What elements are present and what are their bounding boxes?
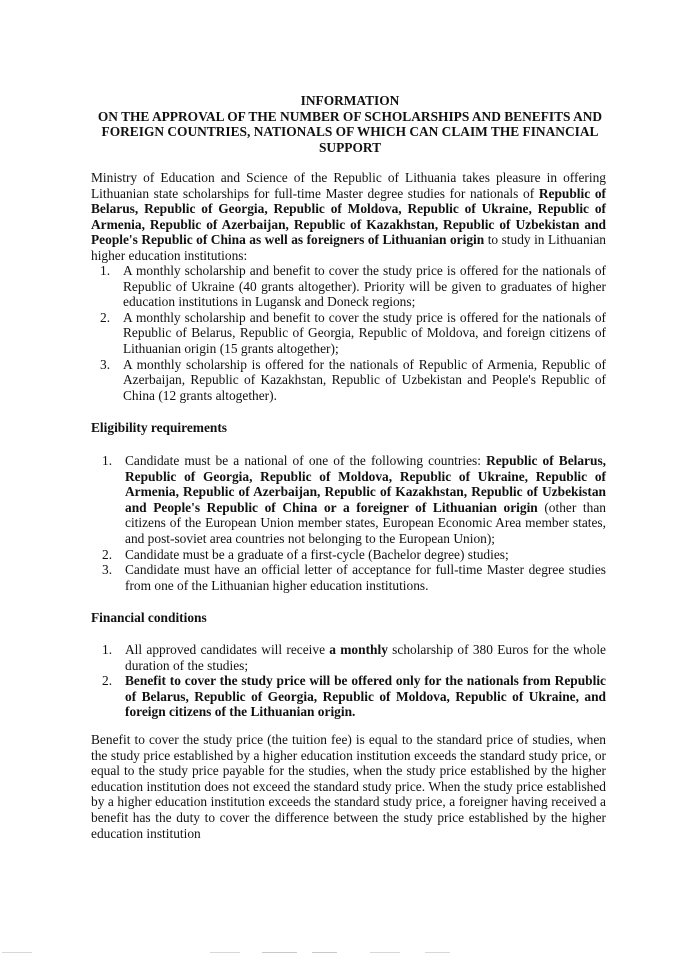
list-text: A monthly scholarship and benefit to cover the study price is offered for the nationals of Republic of Belarus, Republic of Georgia, Republic of Moldova, and foreign citizens of Lithuanian origin (15 grants altogether); <box>123 309 606 356</box>
intro-list <box>91 263 606 403</box>
intro-text: Ministry of Education and Science of the Republic of Lithuania takes pleasure in offering Lithuanian state scholarships for full-time Master degree studies for nationals of <box>91 170 606 201</box>
list-text: A monthly scholarship is offered for the nationals of Republic of Armenia, Republic of Azerbaijan, Republic of Kazakhstan, Republic of Uzbekistan and People's Republic of China (12 grants altogether). <box>123 356 606 403</box>
financial-list <box>91 642 606 720</box>
scan-mark <box>210 952 240 953</box>
title-line: ON THE APPROVAL OF THE NUMBER OF SCHOLARSHIPS AND BENEFITS AND <box>97 108 603 124</box>
scan-mark <box>370 952 400 953</box>
list-text-bold: Benefit to cover the study price will be offered only for the nationals from Republic of Belarus, Republic of Georgia, Republic of Moldova, Republic of Ukraine, and foreign citizens of the Lithuanian origin. <box>125 673 606 720</box>
list-text-bold: a monthly <box>329 642 388 657</box>
list-text: Candidate must be a graduate of a first-cycle (Bachelor degree) studies; <box>125 546 509 562</box>
list-item <box>91 453 606 547</box>
list-number: 1. <box>102 453 113 468</box>
scan-mark <box>2 952 32 953</box>
title-line: SUPPORT <box>318 140 382 156</box>
scan-artifacts <box>0 950 680 956</box>
eligibility-list <box>91 453 606 593</box>
list-number: 2. <box>102 546 113 562</box>
list-number: 2. <box>100 309 111 325</box>
list-text-part: Candidate must be a national of one of the following countries: <box>125 453 487 468</box>
list-text: A monthly scholarship and benefit to cover the study price is offered for the nationals of Republic of Ukraine (40 grants altogether). Priority will be given to graduates of higher education institutions in Lugansk and Doneck regions; <box>123 263 606 310</box>
list-text <box>125 453 606 547</box>
list-item <box>91 357 606 404</box>
list-number: 3. <box>100 356 111 372</box>
list-text-bold: Republic of Belarus, Republic of Georgia, Republic of Moldova, Republic of Ukraine, Republic of Armenia, Republic of Azerbaijan, Republic of Kazakhstan, Republic of Uzbekistan and People's Republic of China or a foreigner of Lithuanian origin <box>125 453 607 515</box>
intro-paragraph <box>91 170 606 264</box>
title-line: INFORMATION <box>300 93 400 108</box>
list-number: 1. <box>100 263 111 278</box>
list-item <box>91 642 606 673</box>
intro-text-end: to study in Lithuanian higher education institutions: <box>91 232 607 263</box>
document-title <box>80 93 620 156</box>
title-line: FOREIGN COUNTRIES, NATIONALS OF WHICH CAN CLAIM THE FINANCIAL <box>101 124 599 140</box>
eligibility-heading: Eligibility requirements <box>91 420 228 435</box>
list-item <box>91 547 606 563</box>
list-text-part: All approved candidates will receive <box>125 642 330 657</box>
list-number: 1. <box>102 642 113 657</box>
list-item <box>91 673 606 720</box>
list-item <box>91 310 606 357</box>
financial-heading: Financial conditions <box>91 610 207 625</box>
list-text <box>125 642 606 673</box>
intro-countries-bold: Republic of Belarus, Republic of Georgia, Republic of Moldova, Republic of Ukraine, Republic of Armenia, Republic of Azerbaijan, Republic of Kazakhstan, Republic of Uzbekistan and People's Republic of China as well as foreigners of Lithuanian origin <box>91 185 606 248</box>
list-item <box>91 263 606 310</box>
list-text-part: (other than citizens of the European Union member states, European Economic Area member states, and post-soviet area countries not belonging to the European Union); <box>125 499 606 546</box>
scan-mark <box>262 952 297 953</box>
list-number: 2. <box>102 673 113 689</box>
list-text: Candidate must have an official letter of acceptance for full-time Master degree studies from one of the Lithuanian higher education institutions. <box>125 562 606 593</box>
list-item <box>91 562 606 593</box>
list-text-part: scholarship of 380 Euros for the whole duration of the studies; <box>125 642 606 673</box>
list-number: 3. <box>102 562 113 578</box>
scan-mark <box>425 952 450 953</box>
closing-paragraph: Benefit to cover the study price (the tuition fee) is equal to the standard price of studies, when the study price established by a higher education institution exceeds the standard study price, or equal to the study price payable for the studies, when the study price established by the higher education institution does not exceed the standard study price. When the study price established by a higher education institution exceeds the standard study price, a foreigner having received a benefit has the duty to cover the difference between the study price established by the higher education institution <box>91 732 606 841</box>
scan-mark <box>312 952 337 953</box>
